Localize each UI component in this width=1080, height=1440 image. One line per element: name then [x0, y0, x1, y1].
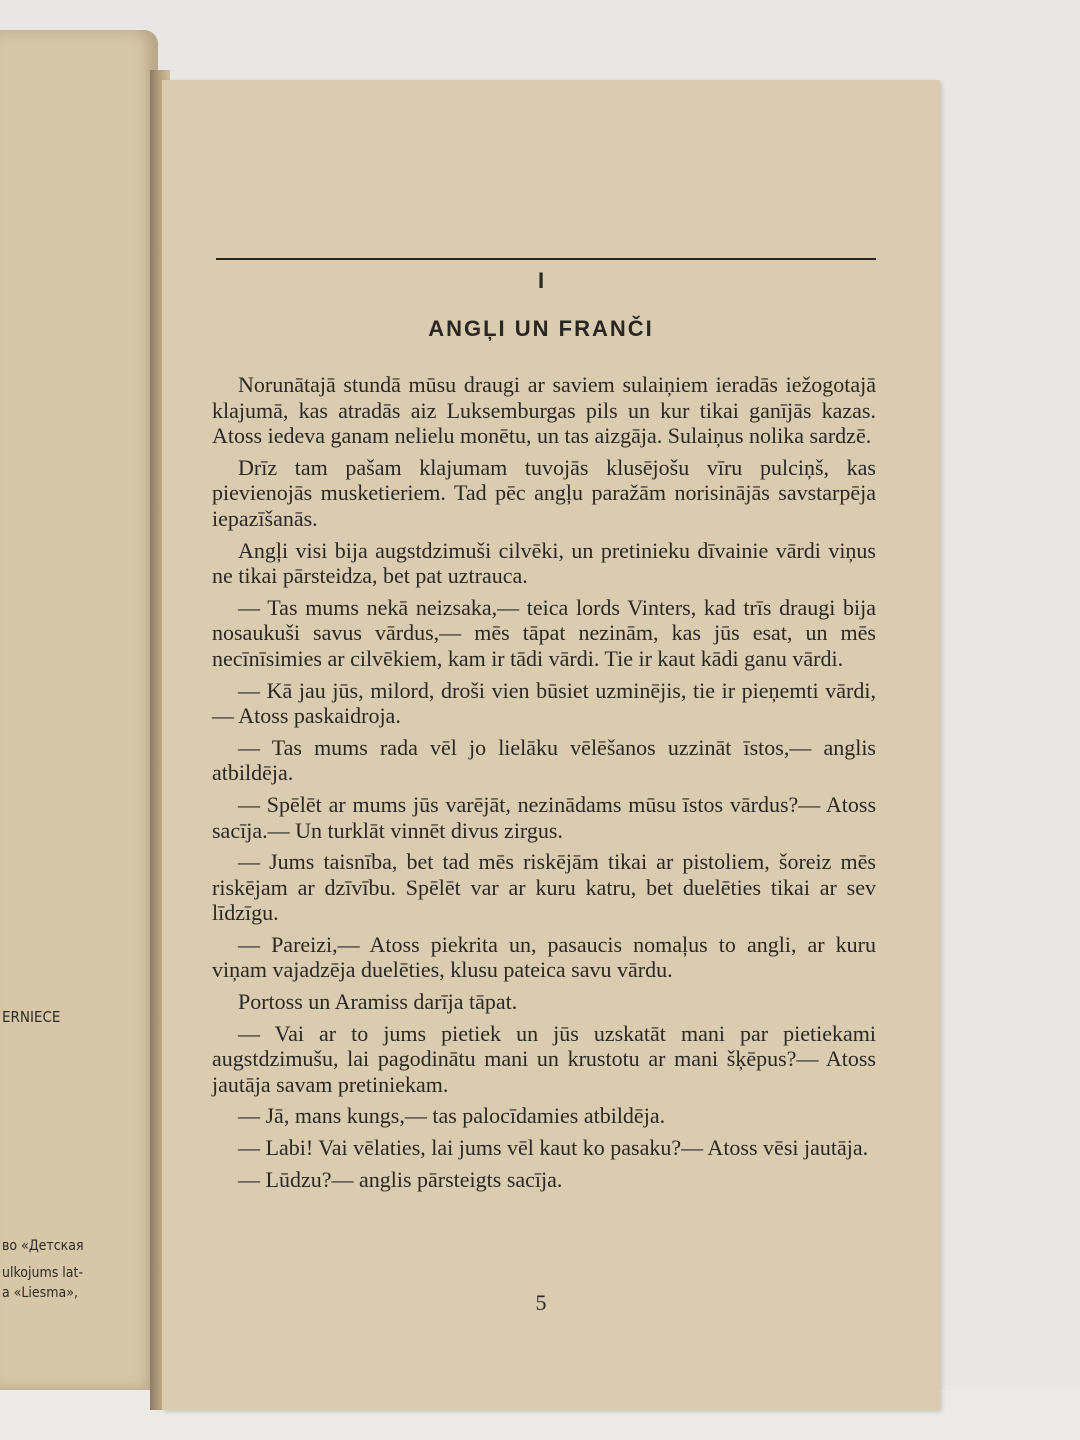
paragraph: — Vai ar to jums pietiek un jūs uzskatāt mani par pietiekami augstdzimušu, lai pagodinātu mani un krustotu ar mani šķēpus?— Atoss jautāja savam pretiniekam.: [212, 1020, 876, 1097]
chapter-body: [212, 372, 876, 1198]
chapter-title: ANGĻI UN FRANČI: [428, 316, 654, 341]
paragraph: — Jā, mans kungs,— tas palocīdamies atbildēja.: [238, 1103, 666, 1129]
paragraph: — Pareizi,— Atoss piekrita un, pasaucis nomaļus to angli, ar kuru viņam vajadzēja duelēties, klusu pateica savu vārdu.: [212, 931, 876, 983]
paragraph: Drīz tam pašam klajumam tuvojās klusējošu vīru pulciņš, kas pievienojās musketieriem. Tad pēc angļu paražām norisinājās savstarpēja iepazīšanās.: [212, 454, 876, 531]
paragraph: — Kā jau jūs, milord, droši vien būsiet uzminējis, tie ir pieņemti vārdi,— Atoss paskaidroja.: [212, 677, 876, 729]
paragraph: — Labi! Vai vēlaties, lai jums vēl kaut ko pasaku?— Atoss vēsi jautāja.: [238, 1135, 869, 1161]
left-page-fragment: ERNIECE: [2, 1008, 61, 1026]
paragraph: — Jums taisnība, bet tad mēs riskējām tikai ar pistoliem, šoreiz mēs riskējam ar dzīvību. Spēlēt var ar kuru katru, bet duelēties tikai ar sev līdzīgu.: [212, 849, 876, 926]
left-page-fragment: ulkojums lat-: [2, 1265, 83, 1281]
paragraph: — Lūdzu?— anglis pārsteigts sacīja.: [238, 1166, 563, 1192]
paragraph: — Tas mums nekā neizsaka,— teica lords Vinters, kad trīs draugi bija nosaukuši savus vārdus,— mēs tāpat nezinām, kas jūs esat, un mēs necīnīsimies ar cilvēkiem, kam ir tādi vārdi. Tie ir kaut kādi ganu vārdi.: [212, 594, 876, 671]
chapter-number: I: [537, 268, 545, 293]
paragraph: Angļi visi bija augstdzimuši cilvēki, un pretinieku dīvainie vārdi viņus ne tikai pārsteidza, bet pat uztrauca.: [212, 537, 876, 589]
paragraph: Norunātajā stundā mūsu draugi ar saviem sulaiņiem ieradās iežogotajā klajumā, kas atradās aiz Luksemburgas pils un kur tikai ganījās kazas. Atoss iedeva ganam nelielu monētu, un tas aizgāja. Sulaiņus nolika sardzē.: [212, 372, 876, 449]
page-number: 5: [535, 1290, 547, 1315]
paragraph: Portoss un Aramiss darīja tāpat.: [238, 989, 518, 1015]
left-page: [0, 30, 158, 1390]
chapter-rule: [216, 258, 876, 260]
left-page-fragment: a «Liesma»,: [2, 1285, 78, 1301]
paragraph: — Spēlēt ar mums jūs varējāt, nezinādams mūsu īstos vārdus?— Atoss sacīja.— Un turklāt vinnēt divus zirgus.: [212, 791, 876, 843]
left-page-fragment: во «Детская: [2, 1238, 84, 1254]
paragraph: — Tas mums rada vēl jo lielāku vēlēšanos uzzināt īstos,— anglis atbildēja.: [212, 734, 876, 786]
